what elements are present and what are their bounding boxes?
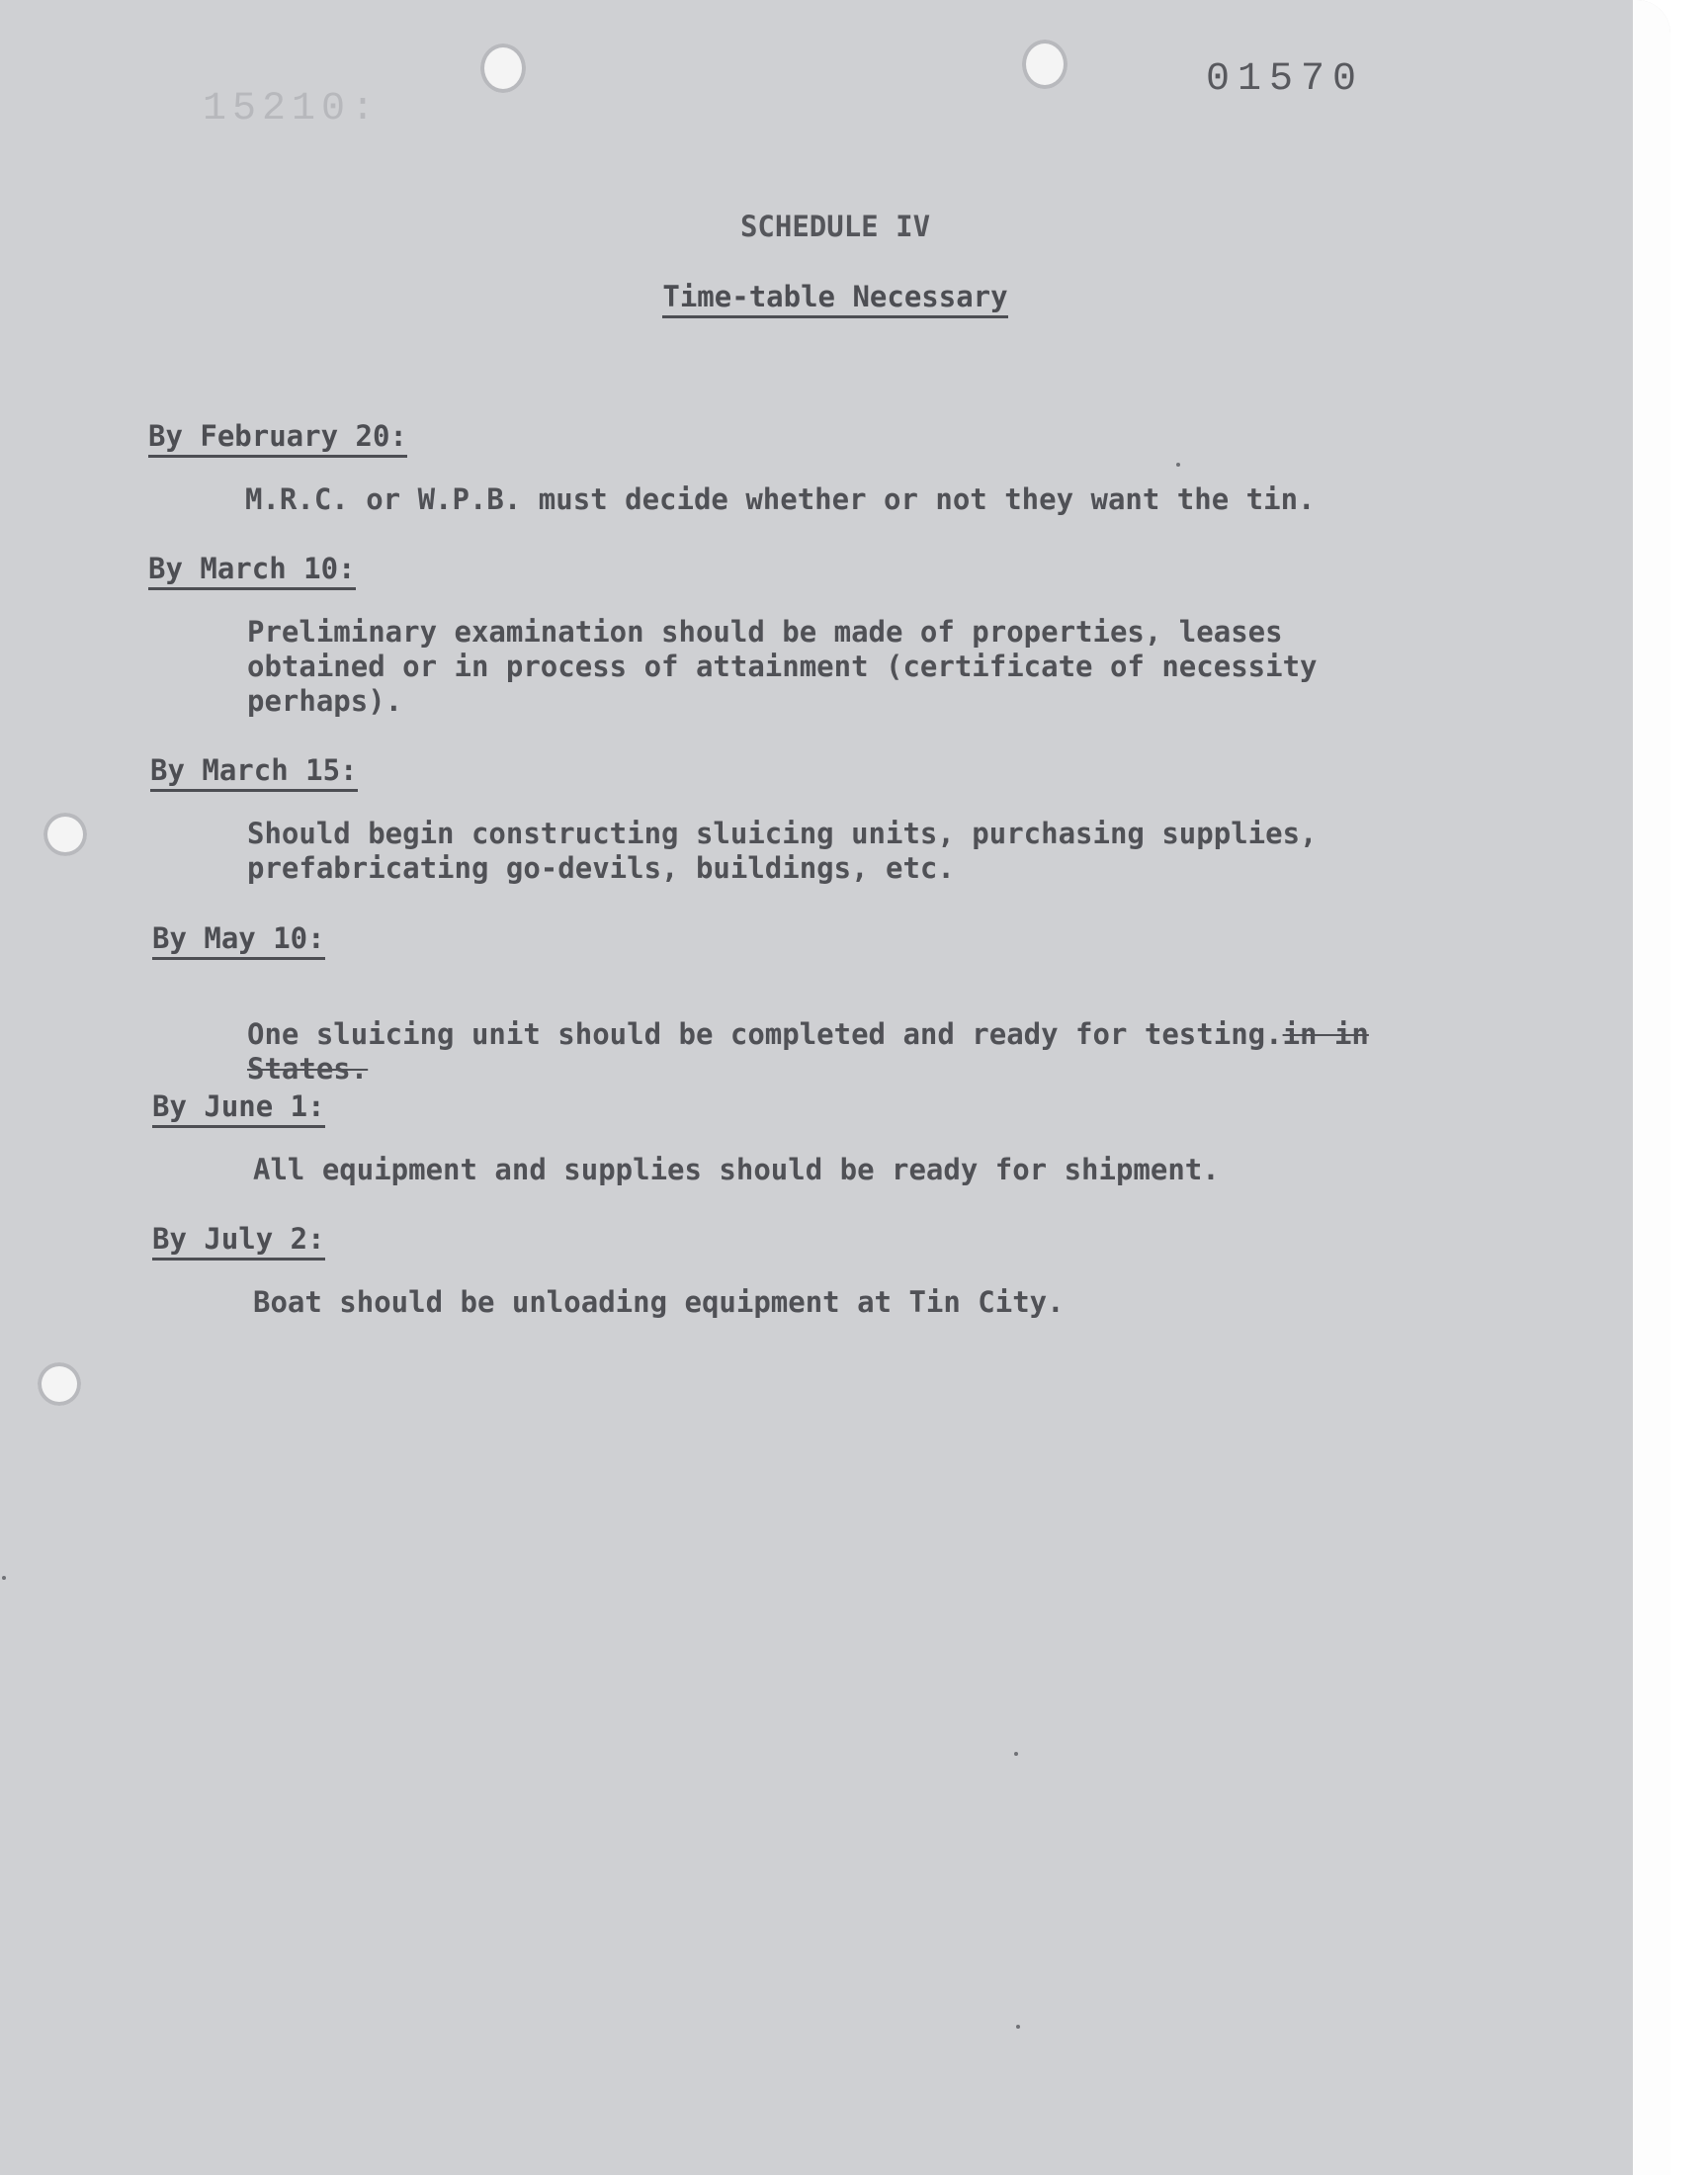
entry-heading: [148, 419, 407, 453]
schedule-title: SCHEDULE IV: [739, 210, 931, 243]
entry-text: All equipment and supplies should be ready for shipment.: [253, 1153, 1220, 1186]
struck-text: in in States.: [247, 1017, 1369, 1086]
punch-hole: [43, 813, 87, 856]
heading-text: By June 1:: [152, 1089, 325, 1128]
punch-hole: [1022, 40, 1068, 89]
entry-text: [247, 983, 1493, 1087]
punch-hole: [480, 44, 526, 93]
entry-heading: [152, 1089, 325, 1123]
paper-edge: [1633, 0, 1670, 2175]
heading-text: By May 10:: [152, 921, 325, 960]
paper-speck: [1176, 463, 1180, 467]
paper-speck: [1016, 2025, 1020, 2029]
heading-text: By March 15:: [150, 753, 358, 792]
entry-heading: [152, 921, 325, 955]
entry-text: Preliminary examination should be made of properties, leases obtained or in process of attainment (certificate of necessity perhaps).: [247, 615, 1318, 718]
entry-heading: [150, 753, 358, 787]
entry-text: M.R.C. or W.P.B. must decide whether or not they want the tin.: [245, 482, 1316, 516]
entry-text: Should begin constructing sluicing units, purchasing supplies, prefabricating go-devils, buildings, etc.: [247, 817, 1318, 885]
punch-hole: [38, 1362, 81, 1406]
heading-text: By February 20:: [148, 419, 407, 458]
schedule-subtitle: [0, 280, 1670, 313]
entry-text-main: One sluicing unit should be completed and ready for testing.: [247, 1017, 1283, 1051]
entry-text: Boat should be unloading equipment at Tin City.: [253, 1285, 1065, 1319]
paper-speck: [1014, 1752, 1018, 1756]
entry-heading: [148, 552, 356, 585]
paper-speck: [2, 1576, 6, 1580]
page-number: 01570: [1206, 57, 1365, 102]
subtitle-text: Time-table Necessary: [662, 280, 1007, 318]
heading-text: By July 2:: [152, 1222, 325, 1261]
heading-text: By March 10:: [148, 552, 356, 590]
entry-heading: [152, 1222, 325, 1256]
faint-stamp: 15210:: [203, 87, 382, 131]
